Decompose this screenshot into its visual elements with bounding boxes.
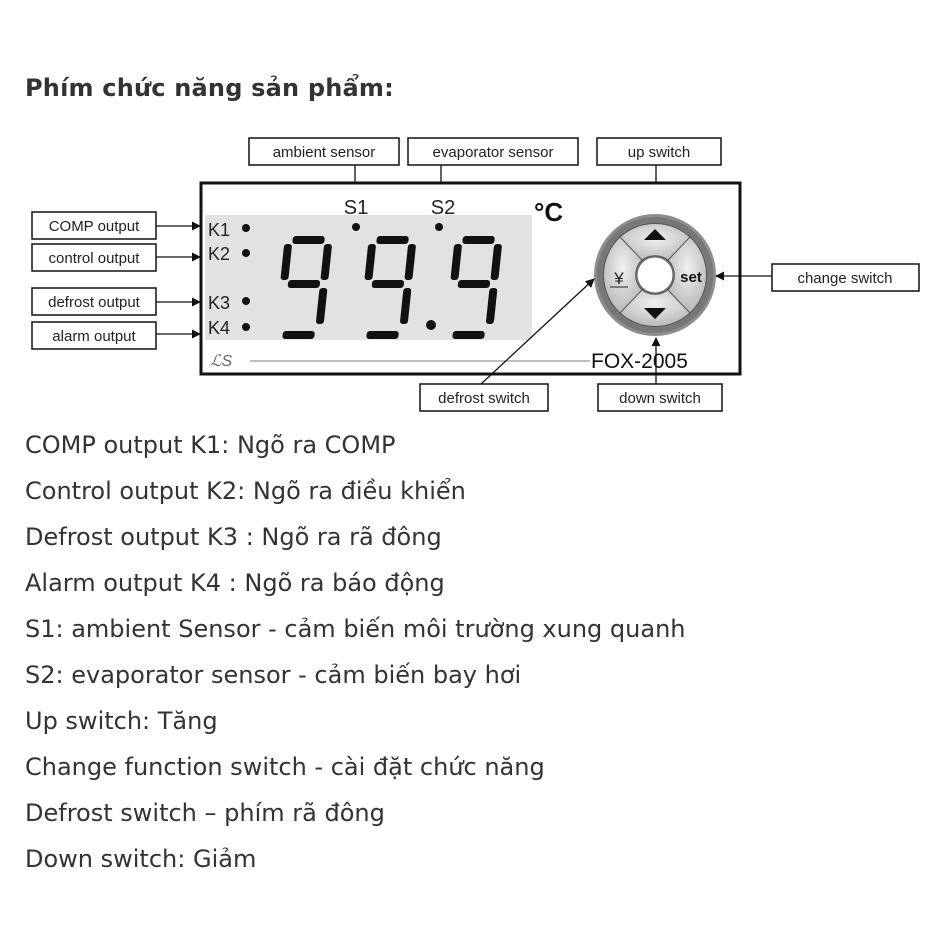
control-output-label: control output: [48, 250, 140, 267]
segment-a: [376, 236, 409, 244]
k3-indicator: [242, 297, 250, 305]
segment-d: [366, 331, 399, 339]
description-item: Down switch: Giảm: [25, 845, 257, 873]
description-item: COMP output K1: Ngõ ra COMP: [25, 431, 396, 459]
description-item: Defrost output K3 : Ngõ ra rã đông: [25, 523, 442, 551]
model-label: FOX-2005: [591, 350, 688, 373]
comp-output-label: COMP output: [48, 218, 140, 235]
keypad: [594, 214, 716, 336]
comp-output-callout: [32, 212, 200, 239]
set-key-label: set: [680, 269, 702, 286]
alarm-output-callout: [32, 322, 200, 349]
unit-label: °C: [534, 197, 564, 227]
description-item: S1: ambient Sensor - cảm biến môi trường xung quanh: [25, 615, 686, 643]
description-item: Defrost switch – phím rã đông: [25, 799, 385, 827]
description-item: Up switch: Tăng: [25, 707, 218, 735]
keypad-center: [637, 257, 673, 293]
defrost-switch-label: defrost switch: [438, 390, 530, 407]
s2-indicator: [435, 223, 443, 231]
brand-logo: ℒS: [210, 353, 233, 370]
k3-label: K3: [208, 293, 231, 313]
down-switch-label: down switch: [619, 390, 701, 407]
k2-indicator: [242, 249, 250, 257]
up-switch-label: up switch: [627, 144, 691, 161]
k4-indicator: [242, 323, 250, 331]
k2-label: K2: [208, 244, 231, 264]
defrost-icon: ¥: [614, 269, 624, 288]
k1-indicator: [242, 224, 250, 232]
segment-a: [292, 236, 325, 244]
description-list: [25, 422, 686, 882]
defrost-output-label: defrost output: [48, 294, 140, 311]
evaporator-sensor-label: evaporator sensor: [432, 144, 554, 161]
alarm-output-label: alarm output: [52, 328, 136, 345]
s2-label: S2: [430, 197, 456, 219]
segment-d: [452, 331, 485, 339]
segment-g: [372, 280, 405, 288]
description-item: Alarm output K4 : Ngõ ra báo động: [25, 569, 445, 597]
control-output-callout: [32, 244, 200, 271]
decimal-point: [426, 320, 436, 330]
page-heading: Phím chức năng sản phẩm:: [25, 74, 394, 102]
change-switch-callout: [716, 264, 919, 291]
description-item: Control output K2: Ngõ ra điều khiển: [25, 477, 466, 505]
s1-label: S1: [343, 197, 369, 219]
k1-label: K1: [208, 220, 231, 240]
controller-diagram: [0, 0, 938, 420]
segment-g: [288, 280, 321, 288]
s1-indicator: [352, 223, 360, 231]
description-item: S2: evaporator sensor - cảm biến bay hơi: [25, 661, 522, 689]
change-switch-label: change switch: [797, 270, 893, 287]
ambient-sensor-label: ambient sensor: [272, 144, 376, 161]
segment-d: [282, 331, 315, 339]
defrost-output-callout: [32, 288, 200, 315]
segment-g: [458, 280, 491, 288]
k4-label: K4: [208, 318, 231, 338]
segment-a: [462, 236, 495, 244]
description-item: Change function switch - cài đặt chức năng: [25, 753, 545, 781]
